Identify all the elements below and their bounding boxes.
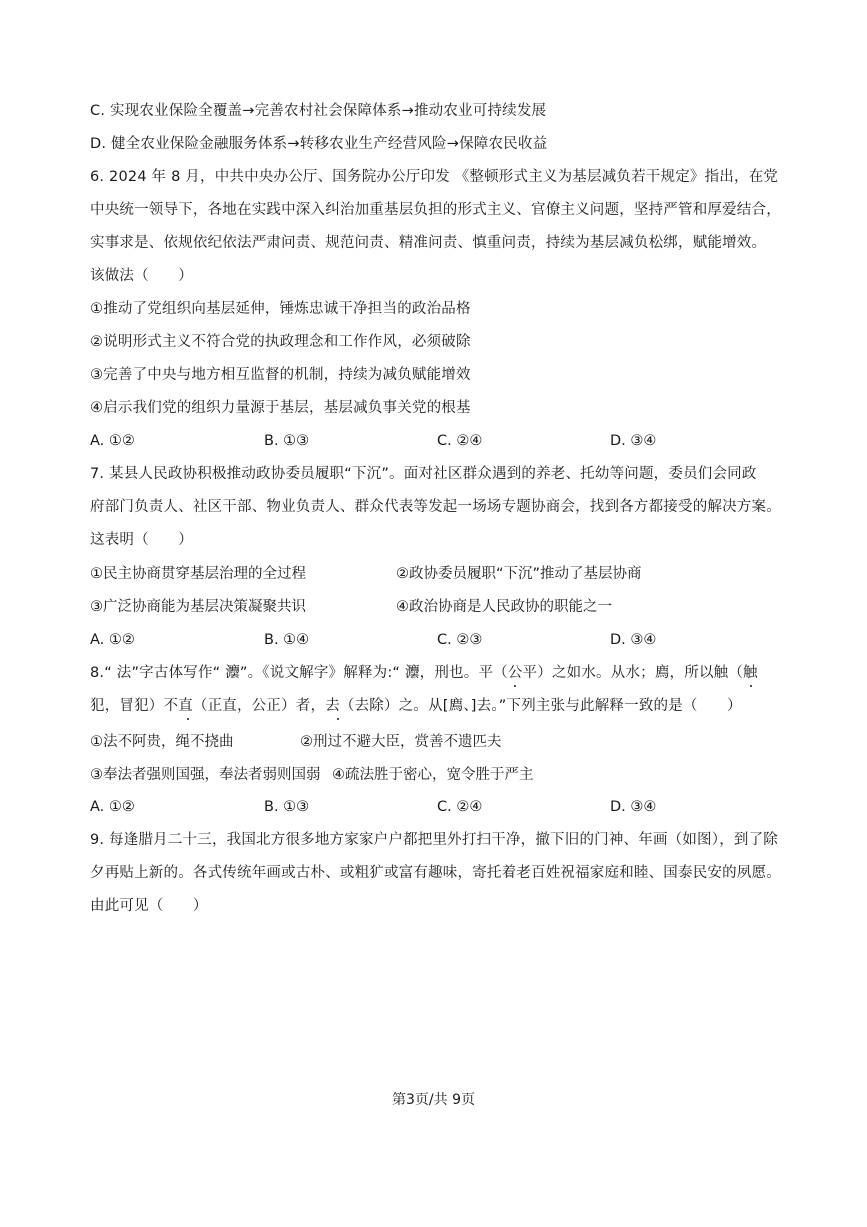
q6-statement-2: ②说明形式主义不符合党的执政理念和工作作风，必须破除 xyxy=(90,334,471,350)
q7-line-1: 7. 某县人民政协积极推动政协委员履职“下沉”。面对社区群众遇到的养老、托幼等问题，委员们会同政 xyxy=(90,466,757,482)
option-d: D. 健全农业保险金融服务体系→转移农业生产经营风险→保障农民收益 xyxy=(90,136,548,152)
q7-line-3: 这表明（ ） xyxy=(90,532,193,548)
q6-line-4: 该做法（ ） xyxy=(90,268,193,284)
q7-statement-4: ④政治协商是人民政协的职能之一 xyxy=(396,599,612,615)
q6-statement-4: ④启示我们党的组织力量源于基层，基层减负事关党的根基 xyxy=(90,400,471,416)
q6-option-b: B. ①③ xyxy=(264,433,310,449)
q6-option-d: D. ③④ xyxy=(610,433,657,449)
q6-line-2: 中央统一领导下，各地在实践中深入纠治加重基层负担的形式主义、官僚主义问题，坚持严管和厚爱结合， xyxy=(90,202,781,218)
q8-option-b: B. ①③ xyxy=(264,799,310,815)
q7-option-c: C. ②③ xyxy=(437,632,483,648)
q6-option-a: A. ①② xyxy=(90,433,135,449)
emphasis-dot xyxy=(750,685,752,687)
q8-option-d: D. ③④ xyxy=(610,799,657,815)
emphasis-dot xyxy=(337,718,339,720)
q8-line-1: 8.“ 法”字古体写作“ 灋”。《说文解字》解释为:“ 灋，刑也。平（公平）之如水。从水；廌，所以触（触 xyxy=(90,665,758,681)
q8-statement-4: ④疏法胜于密心，宽令胜于严主 xyxy=(332,767,534,783)
option-c: C. 实现农业保险全覆盖→完善农村社会保障体系→推动农业可持续发展 xyxy=(90,103,547,119)
q7-option-d: D. ③④ xyxy=(610,632,657,648)
emphasis-dot xyxy=(187,718,189,720)
q9-line-1: 9. 每逢腊月二十三，我国北方很多地方家家户户都把里外打扫干净，撤下旧的门神、年画（如图），到了除 xyxy=(90,832,778,848)
q8-line-2: 犯，冒犯）不直（正直，公正）者，去（去除）之。从[廌、]去。”下列主张与此解释一致的是（ ） xyxy=(90,698,742,714)
q6-option-c: C. ②④ xyxy=(437,433,483,449)
q8-statement-1: ①法不阿贵，绳不挠曲 xyxy=(90,734,234,750)
page-number: 第3页/共 9页 xyxy=(392,1092,475,1108)
q7-statement-3: ③广泛协商能为基层决策凝聚共识 xyxy=(90,599,306,615)
q8-option-c: C. ②④ xyxy=(437,799,483,815)
q7-line-2: 府部门负责人、社区干部、物业负责人、群众代表等发起一场场专题协商会，找到各方都接受的解决方案。 xyxy=(90,499,781,515)
q7-option-b: B. ①④ xyxy=(264,632,310,648)
q6-line-3: 实事求是、依规依纪依法严肃问责、规范问责、精准问责、慎重问责，持续为基层减负松绑，赋能增效。 xyxy=(90,235,767,251)
q6-line-1: 6. 2024 年 8 月，中共中央办公厅、国务院办公厅印发 《整顿形式主义为基层减负若干规定》指出，在党 xyxy=(90,169,779,185)
q6-statement-1: ①推动了党组织向基层延伸，锤炼忠诚干净担当的政治品格 xyxy=(90,301,471,317)
q6-statement-3: ③完善了中央与地方相互监督的机制，持续为减负赋能增效 xyxy=(90,367,471,383)
emphasis-dot xyxy=(514,685,516,687)
q8-option-a: A. ①② xyxy=(90,799,135,815)
q9-line-3: 由此可见（ ） xyxy=(90,898,208,914)
q8-statement-3: ③奉法者强则国强，奉法者弱则国弱 xyxy=(90,767,321,783)
q9-line-2: 夕再贴上新的。各式传统年画或古朴、或粗犷或富有趣味，寄托着老百姓祝福家庭和睦、国泰民安的夙愿。 xyxy=(90,865,781,881)
q7-option-a: A. ①② xyxy=(90,632,135,648)
q8-statement-2: ②刑过不避大臣，赏善不遗匹夫 xyxy=(300,734,502,750)
q7-statement-2: ②政协委员履职“下沉”推动了基层协商 xyxy=(396,566,642,582)
q7-statement-1: ①民主协商贯穿基层治理的全过程 xyxy=(90,566,306,582)
